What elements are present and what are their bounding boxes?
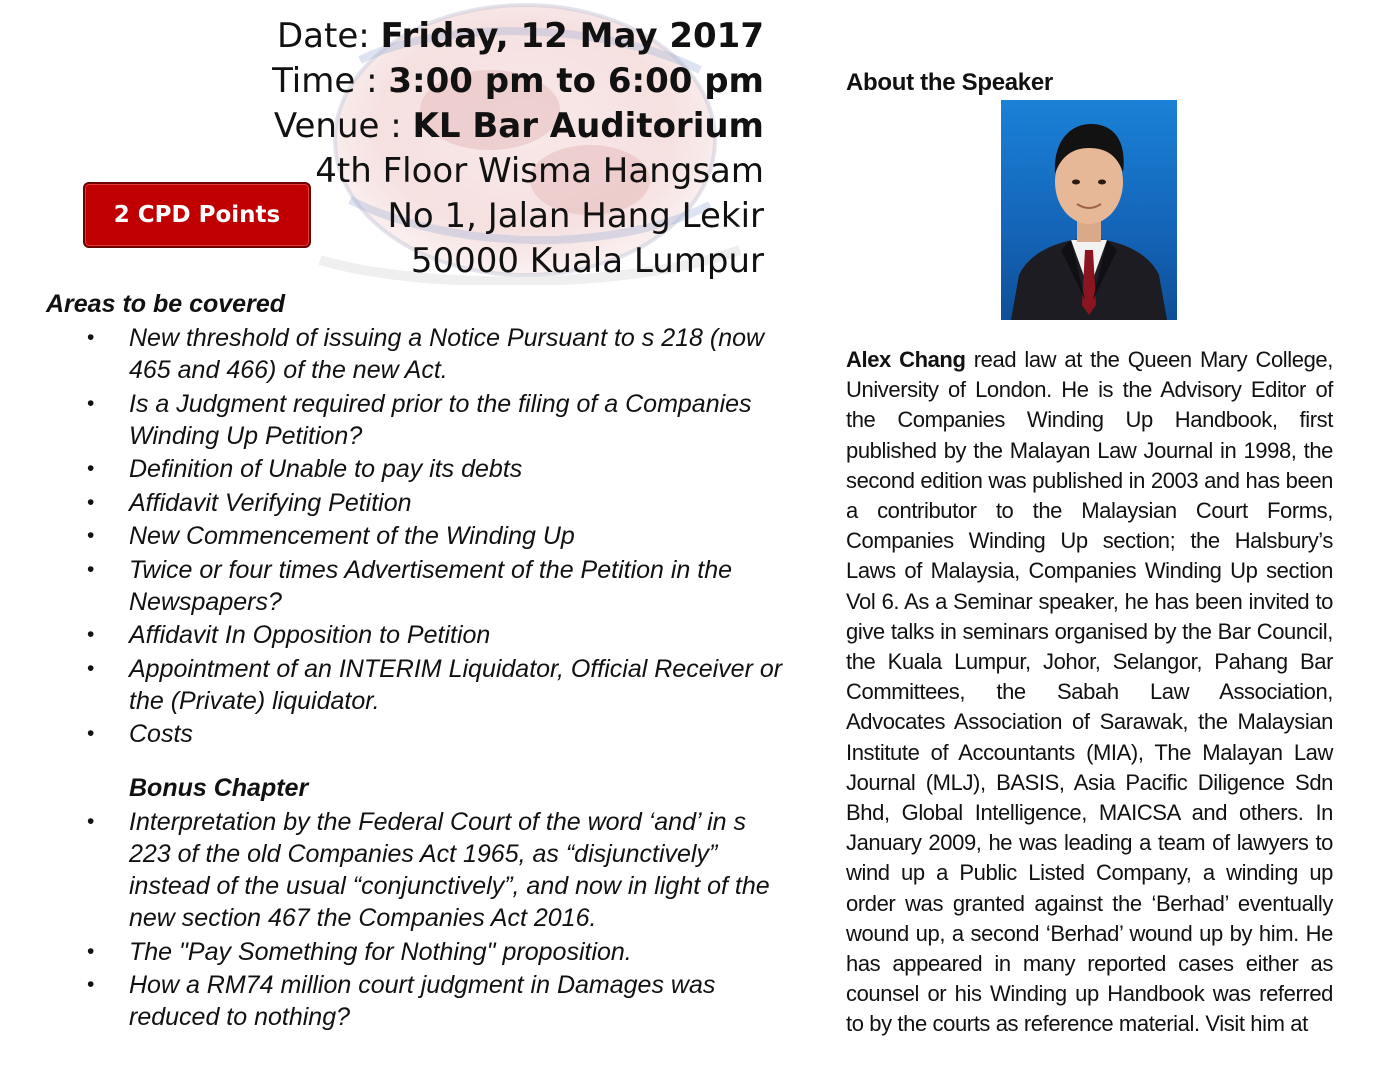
speaker-bio [846, 345, 1333, 1040]
cpd-badge: 2 CPD Points [83, 182, 311, 248]
bonus-heading: Bonus Chapter [129, 774, 309, 802]
areas-section [46, 288, 786, 1035]
list-item [46, 520, 786, 552]
bonus-list [46, 806, 786, 1033]
list-item [46, 718, 786, 750]
list-item-text: Costs [129, 720, 193, 748]
venue-label: Venue : [273, 106, 413, 146]
event-date [0, 14, 764, 59]
bullet-icon: • [87, 524, 95, 547]
areas-heading: Areas to be covered [46, 290, 285, 318]
list-item [46, 806, 786, 934]
address-line-3: 50000 Kuala Lumpur [410, 241, 764, 281]
bullet-icon: • [87, 457, 95, 480]
bullet-icon: • [87, 490, 95, 514]
list-item-text: Affidavit Verifying Petition [129, 488, 412, 517]
list-item-text: Interpretation by the Federal Court of the word ‘and’ in s 223 of the old Companies Act 1965, as “disjunctively” instead of the usual “conjunctively”, and now in light of the new section 467 the Companies Act 2016. [129, 808, 770, 932]
speaker-name: Alex Chang [846, 347, 966, 372]
bullet-icon: • [87, 722, 95, 745]
list-item [46, 969, 786, 1033]
speaker-bio-text: read law at the Queen Mary College, University of London. He is the Advisory Editor of the Companies Winding Up Handbook, first published by the Malayan Law Journal in 1998, the second edition was published in 2003 and has been a contributor to the Malaysian Court Forms, Companies Winding Up section; the Halsbury’s Laws of Malaysia, Companies Winding Up section Vol 6. As a Seminar speaker, he has been invited to give talks in seminars organised by the Bar Council, the Kuala Lumpur, Johor, Selangor, Pahang Bar Committees, the Sabah Law Association, Advocates Association of Sarawak, the Malaysian Institute of Accountants (MIA), The Malayan Law Journal (MLJ), BASIS, Asia Pacific Diligence Sdn Bhd, Global Intelligence, MAICSA and others. In January 2009, he was leading a team of lawyers to wind up a Public Listed Company, a winding up order was granted against the ‘Berhad’ eventually wound up, a second ‘Berhad’ wound up by him. He has appeared in many reported cases either as counsel or his Winding up Handbook was referred to by the courts as reference material. Visit him at [846, 347, 1333, 1037]
event-time [0, 59, 764, 104]
list-item-text: Definition of Unable to pay its debts [129, 455, 523, 483]
list-item-text: Twice or four times Advertisement of the Petition in the Newspapers? [129, 555, 733, 616]
bullet-icon: • [87, 656, 95, 680]
event-venue [0, 104, 764, 149]
time-label: Time : [272, 61, 389, 101]
speaker-heading: About the Speaker [846, 69, 1053, 96]
list-item [46, 388, 786, 452]
date-label: Date: [276, 16, 381, 56]
address-line-1: 4th Floor Wisma Hangsam [315, 151, 764, 191]
speaker-photo [1001, 100, 1177, 320]
list-item-text: The "Pay Something for Nothing" proposition. [129, 937, 632, 966]
list-item-text: Appointment of an INTERIM Liquidator, Official Receiver or the (Private) liquidator. [129, 654, 783, 715]
list-item [46, 653, 786, 717]
list-item [46, 554, 786, 618]
bullet-icon: • [87, 939, 95, 963]
list-item [46, 322, 786, 386]
date-value: Friday, 12 May 2017 [380, 16, 764, 56]
list-item [46, 936, 786, 968]
bullet-icon: • [87, 973, 95, 996]
list-item-text: New Commencement of the Winding Up [129, 522, 575, 550]
bullet-icon: • [87, 557, 95, 581]
list-item [46, 487, 786, 519]
speaker-photo-illustration [1001, 100, 1177, 320]
list-item-text: Affidavit In Opposition to Petition [129, 621, 491, 649]
bullet-icon: • [87, 326, 95, 349]
list-item-text: New threshold of issuing a Notice Pursuant to s 218 (now 465 and 466) of the new Act. [129, 324, 765, 384]
list-item-text: How a RM74 million court judgment in Damages was reduced to nothing? [129, 971, 716, 1031]
bullet-icon: • [87, 810, 95, 833]
list-item [46, 453, 786, 485]
areas-list [46, 322, 786, 750]
address-line-2: No 1, Jalan Hang Lekir [387, 196, 764, 236]
list-item [46, 619, 786, 651]
venue-value: KL Bar Auditorium [412, 106, 764, 146]
list-item-text: Is a Judgment required prior to the filing of a Companies Winding Up Petition? [129, 389, 752, 450]
bullet-icon: • [87, 391, 95, 415]
time-value: 3:00 pm to 6:00 pm [388, 61, 764, 101]
bullet-icon: • [87, 623, 95, 646]
